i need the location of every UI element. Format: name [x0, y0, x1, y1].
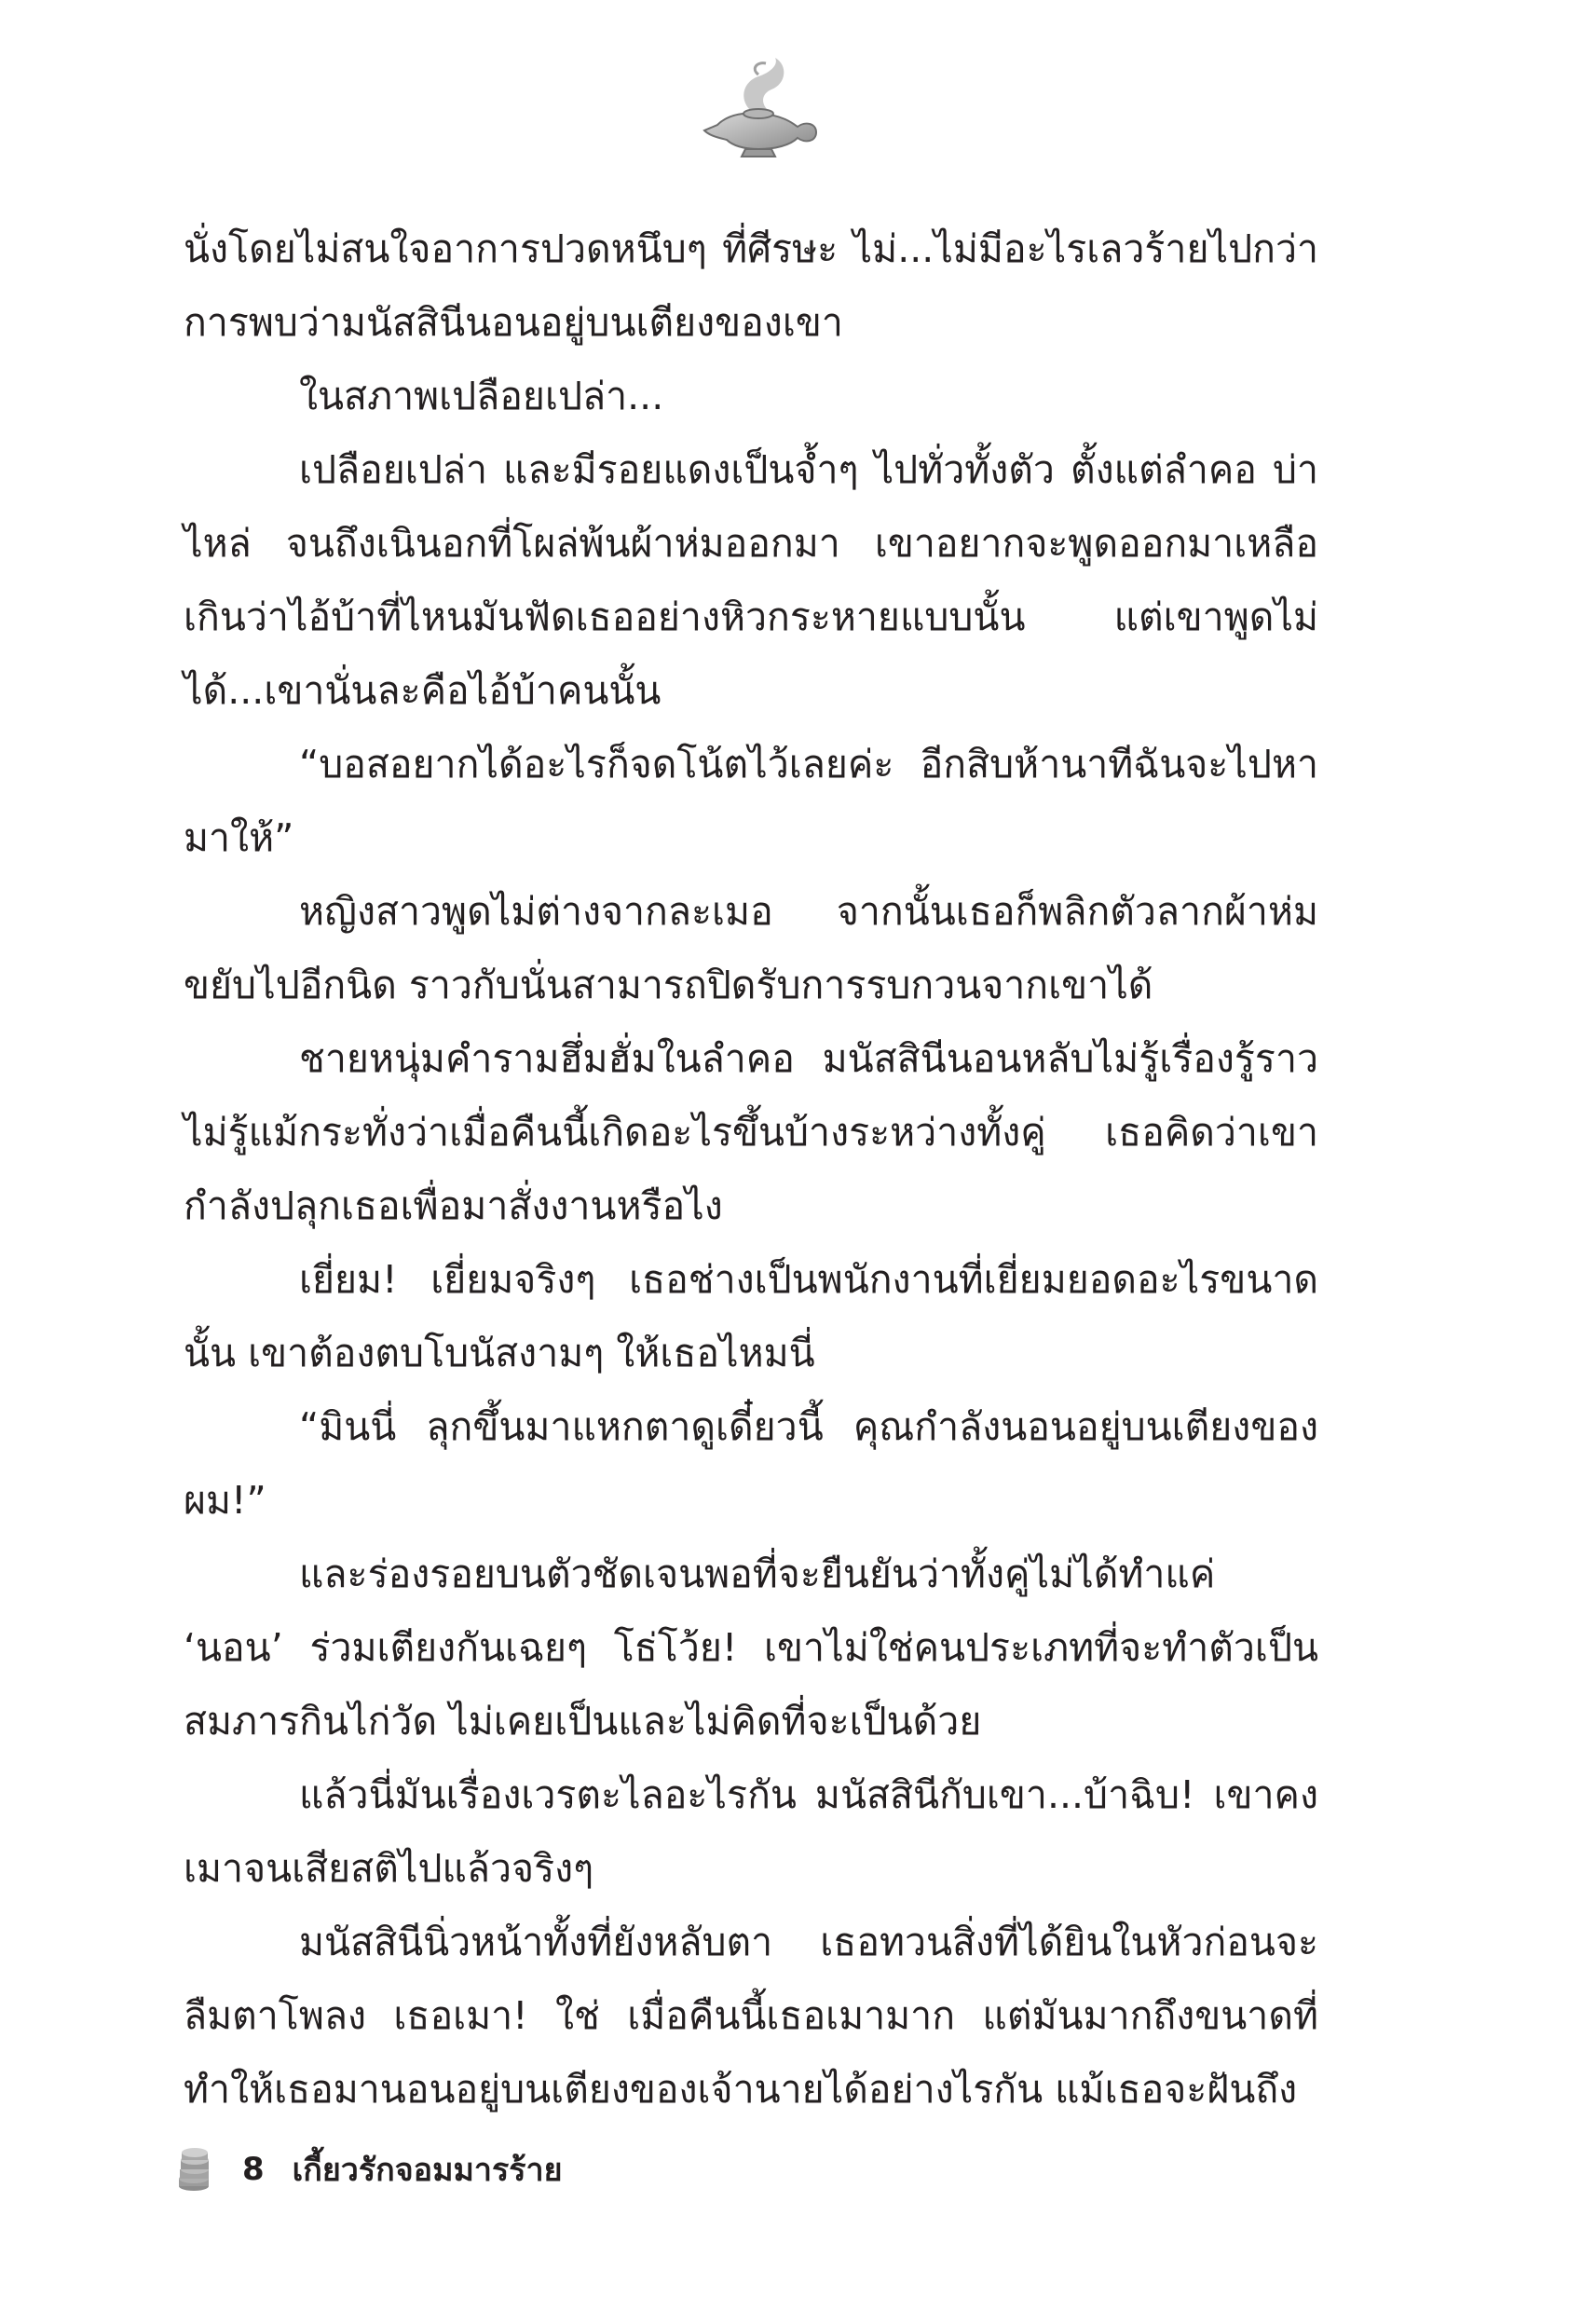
- page-number: 8: [242, 2151, 265, 2188]
- paragraph: มนัสสินีนิ่วหน้าทั้งที่ยังหลับตา เธอทวนสิ่งที่ได้ยินในหัวก่อนจะลืมตาโพลง เธอเมา! ใช่ เมื่อคืนนี้เธอเมามาก แต่มันมากถึงขนาดที่ทำให้เธอมานอนอยู่บนเตียงของเจ้านายได้อย่างไรกัน แม้เธอจะฝันถึง: [184, 1920, 1318, 2112]
- paragraph: นั่งโดยไม่สนใจอาการปวดหนึบๆ ที่ศีรษะ ไม่...ไม่มีอะไรเลวร้ายไปกว่าการพบว่ามนัสสินีนอนอยู่บนเตียงของเขา: [184, 226, 1318, 345]
- book-title: เกี้ยวรักจอมมารร้าย: [292, 2152, 563, 2189]
- paragraph: ชายหนุ่มคำรามฮึ่มฮั่มในลำคอ มนัสสินีนอนหลับไม่รู้เรื่องรู้ราวไม่รู้แม้กระทั่งว่าเมื่อคืนนี้เกิดอะไรขึ้นบ้างระหว่างทั้งคู่ เธอคิดว่าเขากำลังปลุกเธอเพื่อมาสั่งงานหรือไง: [184, 1036, 1318, 1228]
- paragraph: “บอสอยากได้อะไรก็จดโน้ตไว้เลยค่ะ อีกสิบห้านาทีฉันจะไปหามาให้”: [184, 742, 1318, 860]
- paragraph: และร่องรอยบนตัวชัดเจนพอที่จะยืนยันว่าทั้งคู่ไม่ได้ทำแค่ ‘นอน’ ร่วมเตียงกันเฉยๆ โธ่โว้ย! เขาไม่ใช่คนประเภทที่จะทำตัวเป็นสมภารกินไก่วัด ไม่เคยเป็นและไม่คิดที่จะเป็นด้วย: [184, 1552, 1318, 1744]
- paragraph: ในสภาพเปลือยเปล่า...: [299, 374, 664, 418]
- coin-stack-icon: [177, 2145, 211, 2194]
- paragraph: หญิงสาวพูดไม่ต่างจากละเมอ จากนั้นเธอก็พลิกตัวลากผ้าห่มขยับไปอีกนิด ราวกับนั่นสามารถปิดรับการรบกวนจากเขาได้: [184, 889, 1318, 1007]
- genie-lamp-icon: [701, 56, 822, 158]
- paragraph: เยี่ยม! เยี่ยมจริงๆ เธอช่างเป็นพนักงานที่เยี่ยมยอดอะไรขนาดนั้น เขาต้องตบโบนัสงามๆ ให้เธอไหมนี่: [184, 1257, 1318, 1375]
- body-text: [184, 212, 1318, 2126]
- paragraph: “มินนี่ ลุกขึ้นมาแหกตาดูเดี๋ยวนี้ คุณกำลังนอนอยู่บนเตียงของผม!”: [184, 1404, 1318, 1523]
- page-footer: [177, 2141, 563, 2197]
- paragraph: เปลือยเปล่า และมีรอยแดงเป็นจ้ำๆ ไปทั่วทั้งตัว ตั้งแต่ลำคอ บ่า ไหล่ จนถึงเนินอกที่โผล่พ้นผ้าห่มออกมา เขาอยากจะพูดออกมาเหลือเกินว่าไอ้บ้าที่ไหนมันฟัดเธออย่างหิวกระหายแบบนั้น แต่เขาพูดไม่ได้...เขานั่นละคือไอ้บ้าคนนั้น: [184, 447, 1318, 713]
- paragraph: แล้วนี่มันเรื่องเวรตะไลอะไรกัน มนัสสินีกับเขา...บ้าฉิบ! เขาคงเมาจนเสียสติไปแล้วจริงๆ: [184, 1772, 1318, 1891]
